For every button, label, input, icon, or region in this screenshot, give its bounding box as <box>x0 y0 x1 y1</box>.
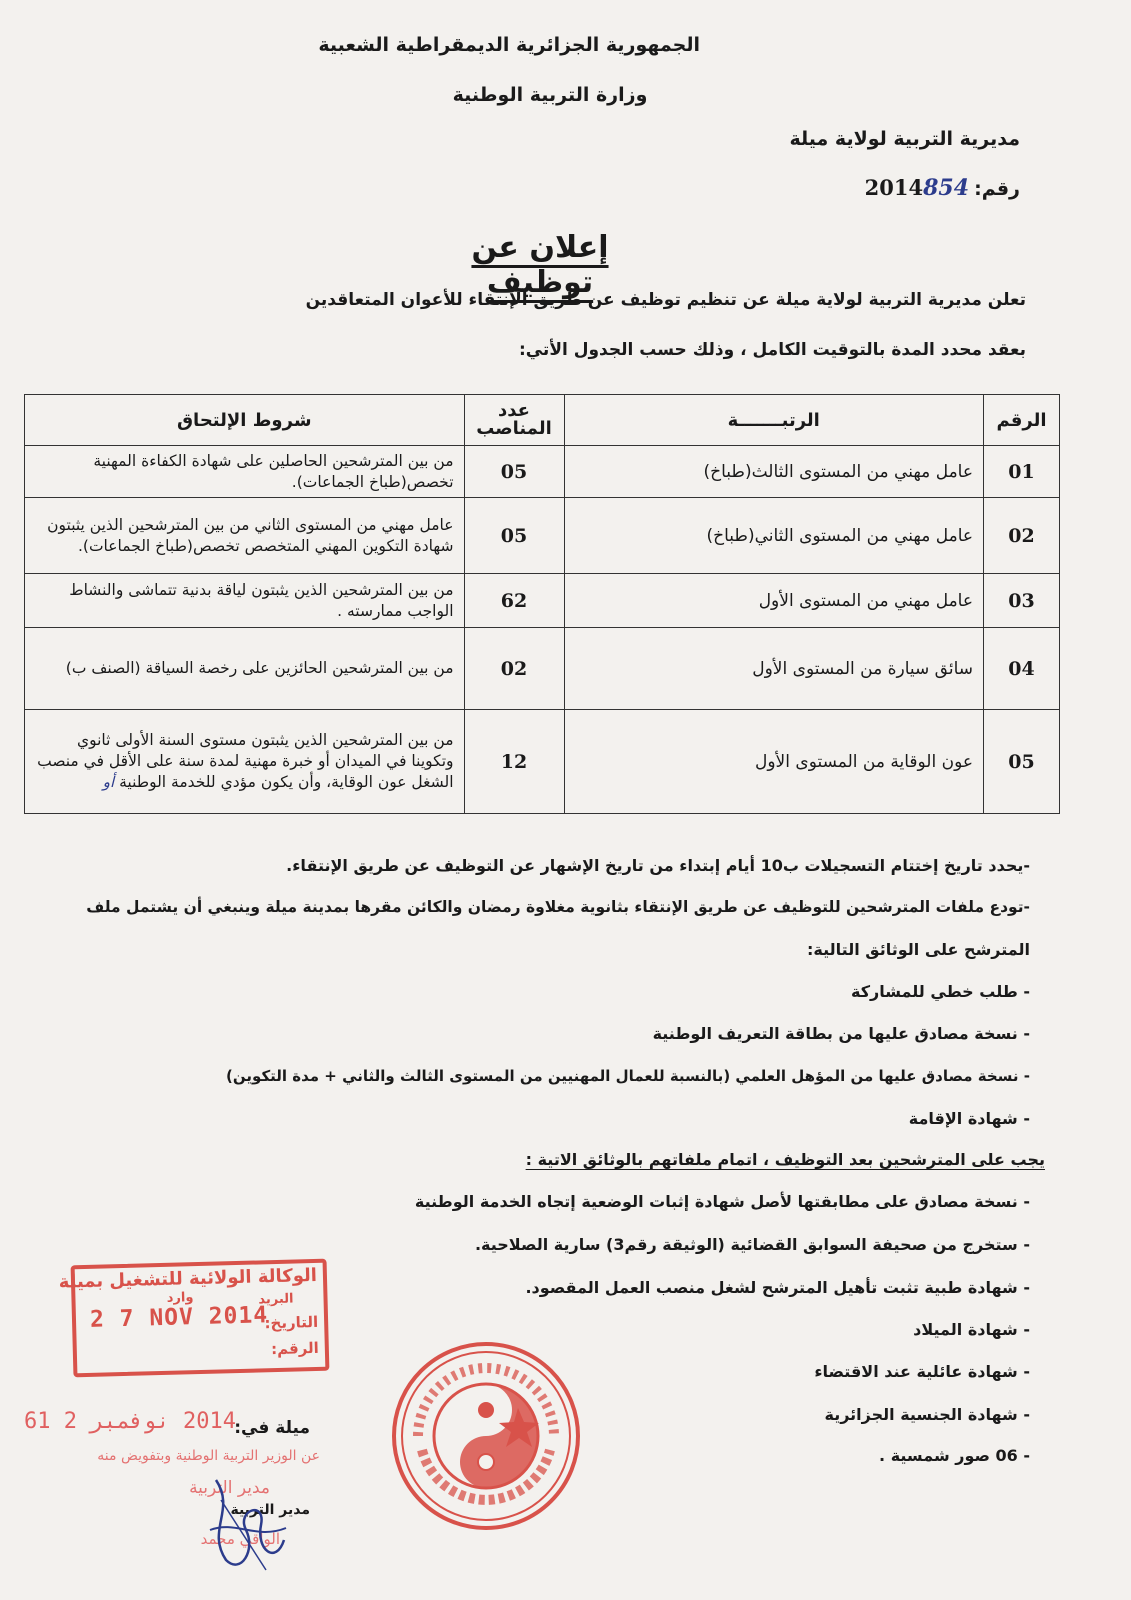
directorate-heading: مديرية التربية لولاية ميلة <box>789 128 1020 150</box>
ref-label: رقم: <box>974 178 1020 200</box>
stamp-date-value: 2 7 NOV 2014 <box>89 1302 269 1333</box>
list-item: - نسخة مصادق على مطابقتها لأصل شهادة إثبات الوضعية إتجاه الخدمة الوطنية <box>414 1192 1030 1211</box>
row-conditions: من بين المترشحين الذين يثبتون لياقة بدنية تتماشى والنشاط الواجب ممارسته . <box>25 574 465 628</box>
reference-number <box>800 175 1020 201</box>
stamp-mail-label: البريد <box>258 1291 294 1308</box>
director-name: الواقي محمد <box>200 1530 280 1548</box>
stamp-date-label: التاريخ: <box>264 1312 319 1333</box>
table-row <box>25 628 1060 710</box>
list-item: - شهادة طبية تثبت تأهيل المترشح لشغل منصب العمل المقصود. <box>525 1278 1030 1297</box>
table-row <box>25 574 1060 628</box>
row-conditions <box>25 710 465 814</box>
row-rank: عامل مهني من المستوى الثالث(طباخ) <box>564 446 984 498</box>
row-conditions: من بين المترشحين الحائزين على رخصة السياقة (الصنف ب) <box>25 628 465 710</box>
row-number: 03 <box>984 574 1060 628</box>
stamp-number-label: الرقم: <box>270 1338 320 1359</box>
files-note-line-1: -تودع ملفات المترشحين للتوظيف عن طريق الإنتقاء بثانوية مغلاوة رمضان والكائن مقرها بمدينة ميلة وينبغي أن يشتمل ملف <box>86 898 1030 916</box>
positions-table <box>24 394 1060 814</box>
row-conditions: من بين المترشحين الحاصلين على شهادة الكفاءة المهنية تخصص(طباخ الجماعات). <box>25 446 465 498</box>
deadline-note: -يحدد تاريخ إختتام التسجيلات ب10 أيام إبتداء من تاريخ الإشهار عن التوظيف عن طريق الإنتقاء. <box>286 856 1030 875</box>
list-item: - 06 صور شمسية . <box>879 1446 1030 1465</box>
header-rank: الرتبـــــــة <box>564 395 984 446</box>
files-note-line-2: المترشح على الوثائق التالية: <box>807 940 1030 959</box>
row-posts: 62 <box>464 574 564 628</box>
row-rank: عامل مهني من المستوى الأول <box>564 574 984 628</box>
list-item: - نسخة مصادق عليها من المؤهل العلمي (بالنسبة للعمال المهنيين من المستوى الثالث والثاني + مدة التكوين) <box>226 1067 1030 1085</box>
header-number: الرقم <box>984 395 1060 446</box>
signature-place: ميلة في: <box>234 1418 310 1438</box>
minister-line: عن الوزير التربية الوطنية وبتفويض منه <box>97 1448 320 1464</box>
handwritten-note: أو <box>102 773 115 791</box>
row-number: 04 <box>984 628 1060 710</box>
row-posts: 02 <box>464 628 564 710</box>
after-hiring-heading: يجب على المترشحين بعد التوظيف ، اتمام ملفاتهم بالوثائق الاتية : <box>525 1150 1045 1169</box>
list-item: - شهادة عائلية عند الاقتضاء <box>814 1362 1030 1381</box>
reception-stamp <box>58 1259 330 1378</box>
row-number: 02 <box>984 498 1060 574</box>
director-faint: مدير التربية <box>189 1478 270 1498</box>
intro-line-2: بعقد محدد المدة بالتوقيت الكامل ، وذلك حسب الجدول الأتي: <box>518 340 1026 360</box>
table-row <box>25 710 1060 814</box>
republic-heading: الجمهورية الجزائرية الديمقراطية الشعبية <box>318 34 700 56</box>
row-number: 05 <box>984 710 1060 814</box>
row-posts: 12 <box>464 710 564 814</box>
ref-year-group: 2014854 <box>864 175 970 201</box>
stamp-agency: الوكالة الولائية للتشغيل بميلة <box>58 1264 318 1293</box>
intro-line-1: تعلن مديرية التربية لولاية ميلة عن تنظيم توظيف عن طريق الإنتقاء للأعوان المتعاقدين <box>305 290 1026 310</box>
table-row <box>25 498 1060 574</box>
row-conditions-text: من بين المترشحين الذين يثبتون مستوى السنة الأولى ثانوي وتكوينا في الميدان أو خبرة مهنية لمدة سنة على الأقل في منصب الشغل عون الوقاية، وأن يكون مؤدي للخدمة الوطنية <box>37 731 454 791</box>
official-seal-icon <box>388 1338 584 1534</box>
ref-handwritten: 854 <box>923 175 970 201</box>
signature-date-stamp: 2014 نوفمبر 2 61 <box>24 1409 236 1434</box>
table-header-row <box>25 395 1060 446</box>
list-item: - شهادة الإقامة <box>908 1109 1030 1128</box>
row-rank: عون الوقاية من المستوى الأول <box>564 710 984 814</box>
list-item: - نسخة مصادق عليها من بطاقة التعريف الوطنية <box>652 1024 1030 1043</box>
header-conditions: شروط الإلتحاق <box>25 395 465 446</box>
row-posts: 05 <box>464 446 564 498</box>
stamp-incoming: وارد <box>166 1290 194 1306</box>
signature-icon <box>196 1470 296 1580</box>
list-item: - شهادة الميلاد <box>913 1320 1030 1339</box>
row-conditions: عامل مهني من المستوى الثاني من بين المترشحين الذين يثبتون شهادة التكوين المهني المتخصص تخصص(طباخ الجماعات). <box>25 498 465 574</box>
row-posts: 05 <box>464 498 564 574</box>
director-label: مدير التربية <box>230 1502 310 1518</box>
list-item: - شهادة الجنسية الجزائرية <box>824 1405 1030 1424</box>
header-posts: عدد المناصب <box>464 395 564 446</box>
list-item: - طلب خطي للمشاركة <box>851 982 1030 1001</box>
table-row <box>25 446 1060 498</box>
row-rank: عامل مهني من المستوى الثاني(طباخ) <box>564 498 984 574</box>
ministry-heading: وزارة التربية الوطنية <box>452 84 648 106</box>
page-title: إعلان عن توظيف <box>471 230 609 300</box>
row-rank: سائق سيارة من المستوى الأول <box>564 628 984 710</box>
list-item: - ستخرج من صحيفة السوابق القضائية (الوثيقة رقم3) سارية الصلاحية. <box>474 1235 1030 1254</box>
row-number: 01 <box>984 446 1060 498</box>
